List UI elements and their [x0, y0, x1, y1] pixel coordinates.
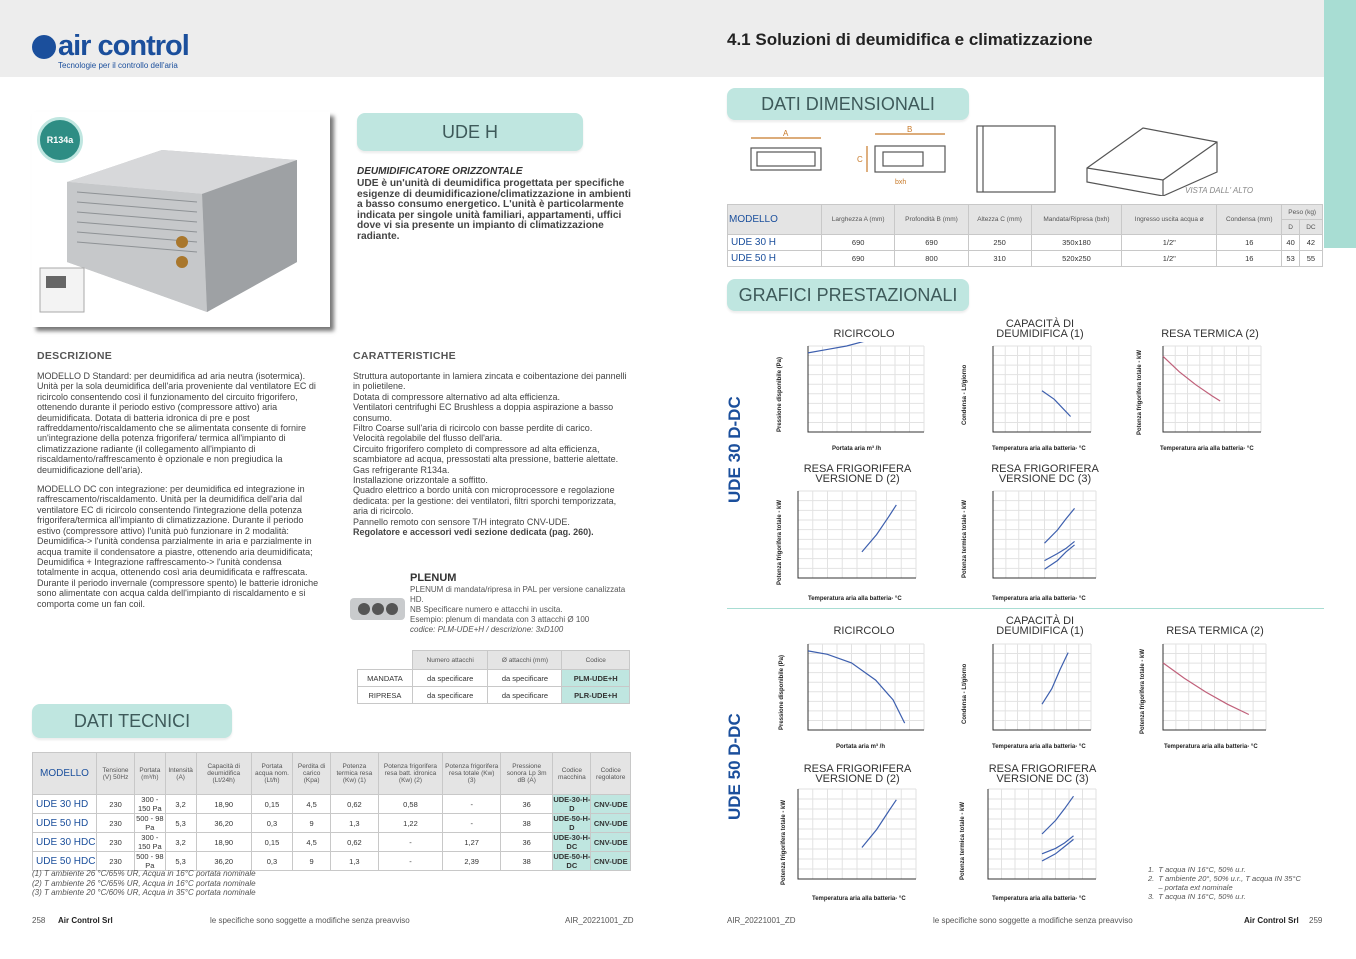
chart-ricircolo-30	[800, 342, 928, 438]
x-axis-label: Temperatura aria alla batteria- °C	[812, 896, 906, 902]
dimensionali-table: MODELLO Larghezza A (mm) Profondità B (mm) Altezza C (mm) Mandata/Ripresa (bxh) Ingresso uscita acqua ø Condensa (mm) Peso (kg) D DC UDE 30 H 690 690 250 350x180 1/2" 16 40 42 UDE 50 H 690 800 310 520x250 1/2" 16 53 55	[727, 204, 1323, 267]
product-subtitle: DEUMIDIFICATORE ORIZZONTALE	[357, 166, 523, 177]
list-item: Regolatore e accessori vedi sezione dedicata (pag. 260).	[353, 527, 594, 538]
vista-label: VISTA DALL' ALTO	[1185, 186, 1254, 195]
y-axis-label: Condensa - Lt/giorno	[962, 663, 968, 724]
plenum-table: Numero attacchi Ø attacchi (mm) Codice MANDATA da specificare da specificare PLM-UDE+H RIPRESA da specificare da specificare PLR-UDE+H	[357, 650, 630, 704]
y-axis-label: Potenza termica totale - kW	[962, 499, 968, 578]
page-number-left: 258	[32, 916, 46, 925]
list-item: Quadro elettrico a bordo unità con microprocessore e regolazione dedicata: per la gestione: dei ventilatori, filtri sporchi temporizzata, aria di ricircolo.	[353, 485, 617, 517]
chart-frigdc-50	[980, 785, 1100, 885]
x-axis-label: Temperatura aria alla batteria- °C	[992, 446, 1086, 452]
logo: air control	[32, 30, 189, 63]
page-tab-strip	[1324, 0, 1356, 248]
footer-company-left: Air Control Srl	[58, 916, 113, 925]
chart-title: CAPACITÀ DI DEUMIDIFICA (1)	[996, 615, 1084, 637]
x-axis-label: Temperatura aria alla batteria- °C	[992, 896, 1086, 902]
x-axis-label: Temperatura aria alla batteria- °C	[992, 744, 1086, 750]
chart-title: CAPACITÀ DI DEUMIDIFICA (1)	[996, 318, 1084, 340]
plenum-text: PLENUM di mandata/ripresa in PAL per versione canalizzata HD. NB Specificare numero e attacchi in uscita. Esempio: plenum di mandata con 3 attacchi Ø 100 codice: PLM-UDE+H / descrizione: 3xD100	[410, 585, 626, 634]
y-axis-label: Condensa - Lt/giorno	[962, 364, 968, 425]
y-axis-label: Potenza frigorifera totale - kW	[1140, 648, 1146, 734]
x-axis-label: Temperatura aria alla batteria- °C	[1160, 446, 1254, 452]
grafici-notes: 1. T acqua IN 16°C, 50% u.r. 2. T ambiente 20°, 50% u.r., T acqua IN 35°C – portata ext nominale 3. T acqua IN 16°C, 50% u.r.	[1148, 865, 1301, 901]
y-axis-label: Potenza frigorifera totale - kW	[777, 499, 783, 585]
x-axis-label: Portata aria m³ /h	[836, 744, 886, 750]
chart-title: RESA TERMICA (2)	[1166, 625, 1264, 637]
table-row: UDE 50 HD 230 500 - 98 Pa 5,3 36,20 0,3 9 1,3 1,22 - 38 UDE-50-H-D CNV-UDE	[33, 814, 631, 833]
side-label-30: UDE 30 D-DC	[725, 396, 744, 503]
descrizione-heading: DESCRIZIONE	[37, 350, 113, 362]
plenum-image	[350, 598, 405, 620]
table-row: UDE 30 H 690 690 250 350x180 1/2" 16 40 42	[728, 235, 1323, 251]
list-item: Pannello remoto con sensore T/H integrato CNV-UDE.	[353, 516, 570, 527]
chart-frigd-30	[790, 487, 920, 584]
chart-title: RICIRCOLO	[833, 328, 895, 340]
footer-code-right: AIR_20221001_ZD	[727, 916, 796, 925]
footer-disclaimer-right: le specifiche sono soggette a modifiche senza preavviso	[933, 916, 1133, 925]
series-line	[862, 800, 896, 848]
chart-title: RICIRCOLO	[833, 625, 895, 637]
series-line	[808, 342, 919, 353]
chart-frigdc-30	[985, 487, 1100, 584]
side-label-50: UDE 50 D-DC	[725, 713, 744, 820]
svg-text:C: C	[857, 155, 863, 164]
chart-title: RESA FRIGORIFERA VERSIONE DC (3)	[991, 463, 1099, 485]
y-axis-label: Pressione disponibile (Pa)	[777, 356, 783, 432]
chart-resatermica-30	[1155, 342, 1265, 438]
chart-title: RESA TERMICA (2)	[1161, 328, 1259, 340]
list-item: Filtro Coarse sull'aria di ricircolo con basse perdite di carico.	[353, 423, 593, 434]
chart-capacita-50	[985, 640, 1095, 736]
chart-frigd-50	[790, 785, 920, 885]
y-axis-label: Potenza frigorifera totale - kW	[781, 799, 787, 885]
list-item: Installazione orizzontale a soffitto.	[353, 475, 488, 486]
logo-tagline: Tecnologie per il controllo dell'aria	[58, 61, 178, 70]
descrizione-body: MODELLO D Standard: per deumidifica ad aria neutra (isotermica). Unità per la sola deumidifica dell'aria proveniente dal ventilatore EC di ricircolo consentendo così il funzionamento del circuito frigorifero, ottenendo durante il periodo estivo (compressore attivo) aria deumidificata. Dotata di batteria idronica di pre e post raffreddamento/riscaldamento che se alimentata consente di fornire un'integrazione della potenza frigorifera/ termica all'impianto di climatizzazione radiante (il collegamento all'impianto di riscaldamento/raffrescamento è opzionale e non pregiudica la deumidificazione dell'aria). MODELLO DC con integrazione: per deumidifica ed integrazione in raffrescamento/riscaldamento. Unità per la deumidifica dell'aria dal ventilatore EC di ricircolo consentendo l'integrazione della potenza frigorifera/termica all'impianto di climatizzazione. Durante il periodo estivo (compressore attivo) l'unità può funzionare in 2 modalità: Deumidifica-> l'unità condensa parzialmente in aria e parzialmente in acqua tramite il condensatore a piastre, ottenendo aria deumidificata; Deumidifica + Integrazione raffrescamento-> l'unità condensa totalmente in acqua, ottenendo così aria deumidificata e raffrescata. Durante il periodo invernale (compressore spento) le batterie idroniche sono alimentate con acqua calda dell'impianto di riscaldamento e si comporta come un fan coil.	[37, 371, 319, 609]
list-item: Ventilatori centrifughi EC Brushless a doppia aspirazione a basso consumo.	[353, 402, 614, 423]
product-title-pill: UDE H	[357, 113, 583, 151]
refrigerant-badge: R134a	[37, 117, 83, 163]
list-item: Struttura autoportante in lamiera zincata e coibentazione dei pannelli in polietilene.	[353, 371, 627, 392]
svg-text:B: B	[907, 125, 913, 134]
series-line	[862, 505, 896, 552]
chart-capacita-30	[985, 342, 1095, 438]
product-intro: UDE è un'unità di deumidifica progettata per specifiche esigenze di deumidificazione/climatizzazione in ambienti a basso consumo energetico. L'unità è particolarmente indicata per singole unità familiari, appartamenti, uffici dove vi sia presente un impianto di climatizzazione radiante.	[357, 178, 631, 242]
caratteristiche-heading: CARATTERISTICHE	[353, 350, 456, 362]
chart-ricircolo-50	[800, 640, 928, 736]
table-row: UDE 30 HD 230 300 - 150 Pa 3,2 18,90 0,15 4,5 0,62 0,58 - 36 UDE-30-H-D CNV-UDE	[33, 795, 631, 814]
chart-title: RESA FRIGORIFERA VERSIONE D (2)	[803, 763, 912, 785]
dati-tecnici-pill: DATI TECNICI	[32, 704, 232, 738]
dati-tecnici-table: MODELLO Tensione (V) 50Hz Portata (m³/h) Intensità (A) Capacità di deumidifica (Lt/24h) Portata acqua nom. (Lt/h) Perdita di carico (Kpa) Potenza termica resa (Kw) (1) Potenza frigorifera resa batt. idronica (Kw) (2) Potenza frigorifera resa totale (Kw) (3) Pressione sonora Lp 3m dB (A) Codice macchina Codice regolatore UDE 30 HD 230 300 - 150 Pa 3,2 18,90 0,15 4,5 0,62 0,58 - 36 UDE-30-H-D CNV-UDE UDE 50 HD 230 500 - 98 Pa 5,3 36,20 0,3 9 1,3 1,22 - 38 UDE-50-H-D CNV-UDE UDE 30 HDC 230 300 - 150 Pa 3,2 18,90 0,15 4,5 0,62 - 1,27 36 UDE-30-H-DC CNV-UDE UDE 50 HDC 230 500 - 98 Pa 5,3 36,20 0,3 9 1,3 - 2,39 38 UDE-50-H-DC CNV-UDE	[32, 752, 631, 871]
x-axis-label: Temperatura aria alla batteria- °C	[992, 596, 1086, 602]
list-item: Gas refrigerante R134a.	[353, 464, 450, 475]
footer-disclaimer-left: le specifiche sono soggette a modifiche senza preavviso	[210, 916, 410, 925]
table-row: MANDATA da specificare da specificare PLM-UDE+H	[358, 670, 630, 687]
table-row: UDE 30 HDC 230 300 - 150 Pa 3,2 18,90 0,15 4,5 0,62 - 1,27 36 UDE-30-H-DC CNV-UDE	[33, 833, 631, 852]
series-line	[1042, 653, 1068, 705]
list-item: Velocità regolabile del flusso dell'aria.	[353, 433, 503, 444]
dimensionali-pill: DATI DIMENSIONALI	[727, 88, 969, 120]
list-item: Circuito frigorifero completo di compressore ad alta efficienza, scambiatore ad acqua, pressostati alta pressione, batterie alettate.	[353, 443, 619, 465]
footer-code-left: AIR_20221001_ZD	[565, 916, 634, 925]
y-axis-label: Pressione disponibile (Pa)	[779, 654, 785, 730]
grafici-pill: GRAFICI PRESTAZIONALI	[727, 279, 969, 311]
table-row: RIPRESA da specificare da specificare PLR-UDE+H	[358, 687, 630, 704]
table-row: UDE 50 HDC 230 500 - 98 Pa 5,3 36,20 0,3 9 1,3 - 2,39 38 UDE-50-H-DC CNV-UDE	[33, 852, 631, 871]
y-axis-label: Potenza frigorifera totale - kW	[1137, 349, 1143, 435]
svg-text:bxh: bxh	[895, 179, 907, 186]
footer-company-right: Air Control Srl	[1244, 916, 1299, 925]
svg-text:A: A	[783, 129, 789, 138]
table-row: UDE 50 H 690 800 310 520x250 1/2" 16 53 55	[728, 251, 1323, 267]
list-item: Dotata di compressore alternativo ad alta efficienza.	[353, 391, 560, 402]
graph-divider	[727, 608, 1324, 609]
y-axis-label: Potenza termica totale - kW	[960, 801, 966, 880]
chart-resatermica-50	[1155, 640, 1270, 736]
plenum-title: PLENUM	[410, 572, 457, 584]
x-axis-label: Temperatura aria alla batteria- °C	[1164, 744, 1258, 750]
section-title: 4.1 Soluzioni di deumidifica e climatizzazione	[727, 30, 1093, 49]
caratteristiche-list	[353, 371, 628, 538]
dati-tecnici-notes: (1) T ambiente 26 °C/65% UR, Acqua in 16°C portata nominale (2) T ambiente 26 °C/65% UR, Acqua in 16°C portata nominale (3) T ambiente 20 °C/60% UR, Acqua in 35°C portata nominale	[32, 869, 256, 897]
chart-title: RESA FRIGORIFERA VERSIONE DC (3)	[988, 763, 1097, 785]
logo-circle-icon	[32, 35, 56, 59]
x-axis-label: Temperatura aria alla batteria- °C	[808, 596, 902, 602]
page-number-right: 259	[1309, 916, 1323, 925]
chart-title: RESA FRIGORIFERA VERSIONE D (2)	[803, 463, 912, 485]
header-bar	[0, 0, 1356, 77]
x-axis-label: Portata aria m³ /h	[832, 446, 882, 452]
